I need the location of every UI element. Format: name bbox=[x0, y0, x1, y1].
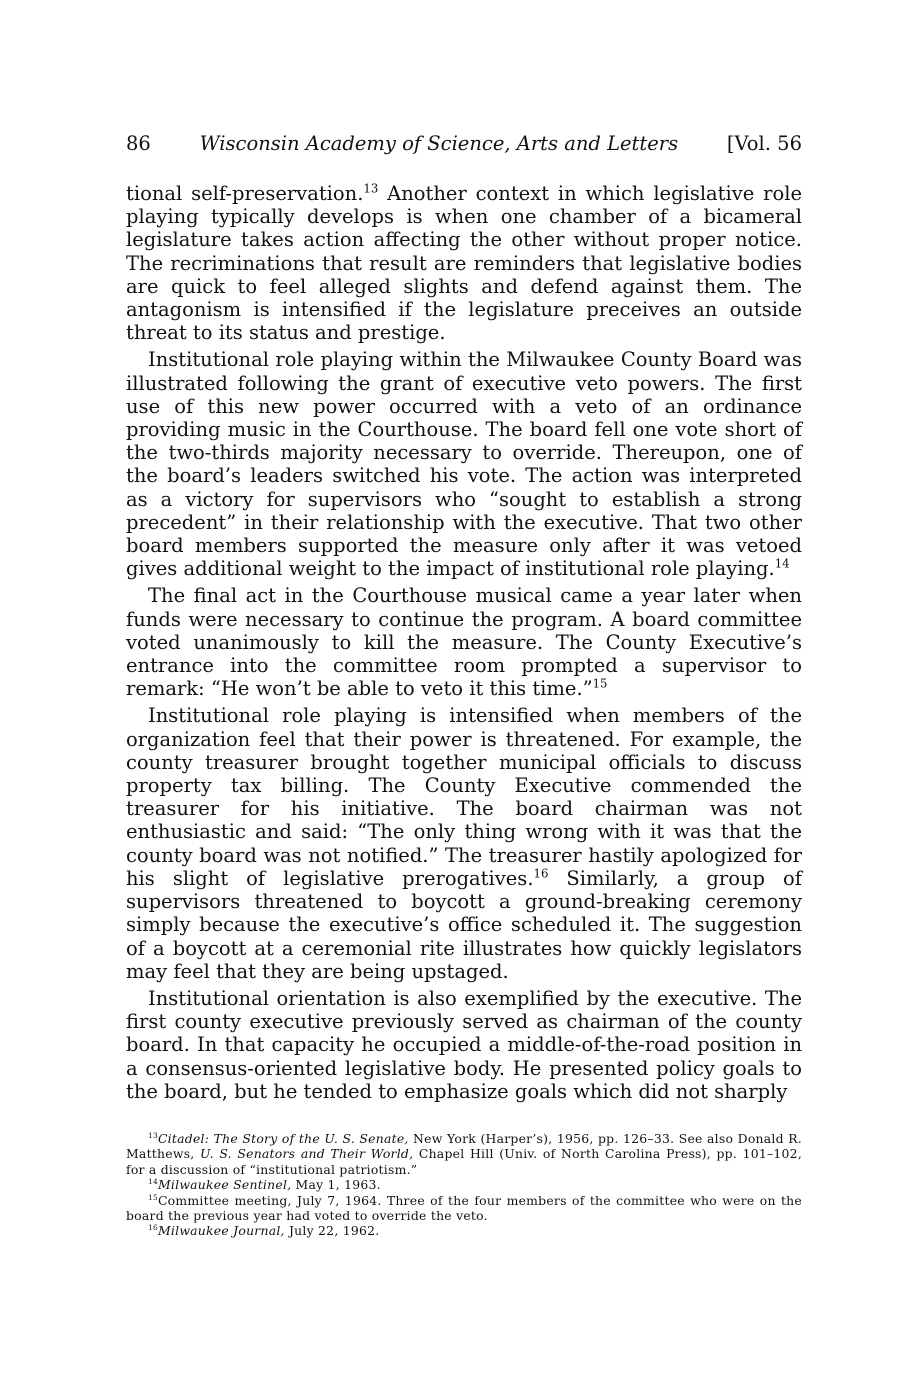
footnote-marker: 15 bbox=[148, 1192, 158, 1202]
footnote-marker: 14 bbox=[148, 1177, 158, 1187]
paragraph bbox=[126, 182, 802, 344]
paragraph bbox=[126, 987, 802, 1103]
text-run: Another context in which legislative role playing typically develops is when one chamber of a bicameral legislature takes action affecting the other without proper notice. The recriminations that result are reminders that legislative bodies are quick to feel alleged slights and defend against them. The antagonism is intensified if the legislature preceives an outside threat to its status and prestige. bbox=[126, 182, 802, 345]
text-run: Committee meeting, July 7, 1964. Three of the four members of the committee who were on the board the previous year had voted to override the veto. bbox=[126, 1192, 802, 1224]
italic-citation: Milwaukee Sentinel, bbox=[157, 1177, 292, 1193]
text-run: July 22, 1962. bbox=[284, 1223, 380, 1239]
footnote bbox=[126, 1193, 802, 1224]
footnote-marker: 14 bbox=[774, 556, 790, 571]
journal-title: Wisconsin Academy of Science, Arts and Letters bbox=[199, 132, 679, 155]
italic-citation: Citadel: The Story of the U. S. Senate, bbox=[157, 1131, 409, 1146]
paragraph bbox=[126, 584, 802, 700]
volume-label: [Vol. 56 bbox=[726, 132, 802, 155]
running-header bbox=[126, 131, 802, 157]
text-run: Institutional role playing within the Milwaukee County Board was illustrated following the grant of executive veto powers. The first use of this new power occurred with a veto of an ordinance providing music in the Courthouse. The board fell one vote short of the two-thirds majority necessary to override. Thereupon, one of the board’s leaders switched his vote. The action was interpreted as a victory for supervisors who “sought to establish a strong precedent” in their relationship with the executive. That two other board members supported the measure only after it was vetoed gives additional weight to the impact of institutional role playing. bbox=[126, 348, 802, 581]
italic-citation: Milwaukee Journal, bbox=[157, 1223, 285, 1239]
text-run: May 1, 1963. bbox=[291, 1177, 381, 1193]
body-text bbox=[126, 182, 802, 1107]
footnote-marker: 16 bbox=[148, 1223, 158, 1233]
text-run: Institutional role playing is intensified when members of the organization feel that their power is threatened. For example, the county treasurer brought together municipal officials to discuss property tax billing. The County Executive commended the treasurer for his initiative. The board chairman was not enthusiastic and said: “The only thing wrong with it was that the county board was not notified.” The treasurer hastily apologized for his slight of legislative prerogatives. bbox=[126, 704, 802, 890]
text-run: Chapel Hill (Univ. of North Carolina Press), pp. 101–102, for a discussion of “institutional patriotism.” bbox=[126, 1146, 803, 1177]
text-run: Institutional orientation is also exemplified by the executive. The first county executive previously served as chairman of the county board. In that capacity he occupied a middle-of-the-road position in a consensus-oriented legislative body. He presented policy goals to the board, but he tended to emphasize goals which did not sharply bbox=[126, 986, 802, 1103]
footnote bbox=[126, 1223, 802, 1238]
footnote-marker: 15 bbox=[592, 676, 608, 691]
text-run: New York (Harper’s), 1956, pp. 126–33. See also Donald R. Matthews, bbox=[126, 1131, 802, 1162]
italic-citation: U. S. Senators and Their World, bbox=[200, 1146, 414, 1162]
footnote-marker: 13 bbox=[363, 181, 379, 196]
page-number: 86 bbox=[126, 132, 151, 155]
footnotes bbox=[126, 1131, 802, 1239]
footnote-marker: 16 bbox=[533, 866, 549, 881]
paragraph bbox=[126, 348, 802, 580]
text-run: tional self-preservation. bbox=[126, 182, 364, 205]
text-run: The final act in the Courthouse musical came a year later when funds were necessary to continue the program. A board committee voted unanimously to kill the measure. The County Executive’s entrance into the committee room prompted a supervisor to remark: “He won’t be able to veto it this time.” bbox=[126, 584, 802, 701]
footnote bbox=[126, 1177, 802, 1192]
paragraph bbox=[126, 704, 802, 982]
footnote bbox=[126, 1131, 802, 1177]
text-run: Similarly, a group of supervisors threatened to boycott a ground-breaking ceremony simply because the executive’s office scheduled it. The suggestion of a boycott at a ceremonial rite illustrates how quickly legislators may feel that they are being upstaged. bbox=[126, 866, 802, 983]
footnote-marker: 13 bbox=[148, 1130, 158, 1140]
